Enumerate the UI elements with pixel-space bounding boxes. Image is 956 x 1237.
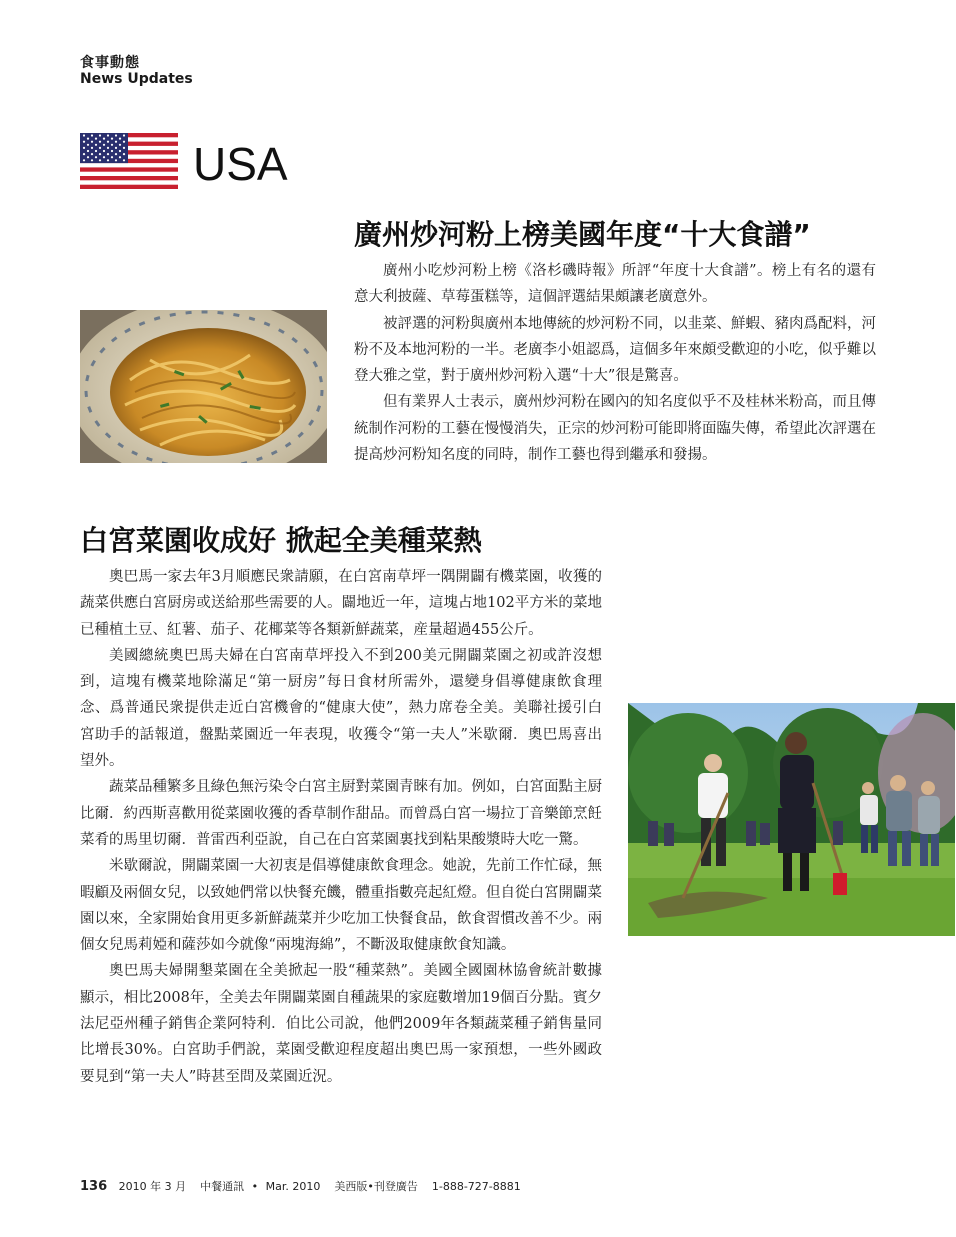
- flag-star: [99, 159, 101, 161]
- flag-star: [99, 153, 101, 155]
- us-flag-icon: [80, 133, 178, 189]
- flag-star: [103, 144, 105, 146]
- flag-star: [115, 159, 117, 161]
- flag-star: [115, 141, 117, 143]
- flag-star: [91, 134, 93, 136]
- flag-star: [119, 156, 121, 158]
- flag-star: [107, 159, 109, 161]
- footer-edition: 美西版: [334, 1180, 368, 1193]
- footer-ad: 刊登廣告: [373, 1180, 418, 1193]
- flag-star: [107, 134, 109, 136]
- flag-star: [119, 150, 121, 152]
- footer-phone: 1-888-727-8881: [431, 1180, 521, 1193]
- flag-star: [123, 147, 125, 149]
- flag-star: [123, 159, 125, 161]
- flag-star: [87, 156, 89, 158]
- article2-paragraph: 奧巴馬一家去年3月順應民衆請願，在白宮南草坪一隅開闢有機菜園，收獲的蔬菜供應白宮厨房或送給那些需要的人。闢地近一年，這塊占地102平方米的菜地已種植土豆、紅薯、茄子、花椰菜等各類新鮮蔬菜，産量超過455公斤。: [80, 569, 602, 638]
- flag-star: [119, 144, 121, 146]
- flag-star: [123, 153, 125, 155]
- flag-star: [107, 141, 109, 143]
- article2-paragraph: 美國總統奧巴馬夫婦在白宮南草坪投入不到200美元開闢菜園之初或許沒想到，這塊有機菜地除滿足“第一厨房”每日食材所需外，還變身倡導健康飲食理念、爲普通民衆提供走近白宮機會的“健康大使”，熱力席卷全美。美聯社援引白宮助手的話報道，盤點菜園近一年表現，收獲令“第一夫人”米歇爾．奧巴馬喜出望外。: [80, 647, 602, 770]
- flag-star: [95, 156, 97, 158]
- article1-paragraph: 廣州小吃炒河粉上榜《洛杉磯時報》所評“年度十大食譜”。榜上有名的還有意大利披薩、草莓蛋糕等，這個評選結果頗讓老廣意外。: [354, 263, 876, 306]
- flag-star: [83, 153, 85, 155]
- flag-star: [123, 134, 125, 136]
- flag-star: [111, 144, 113, 146]
- flag-star: [87, 150, 89, 152]
- article1-title: 廣州炒河粉上榜美國年度“十大食譜”: [354, 218, 811, 251]
- white-house-garden-photo: [628, 703, 955, 936]
- article2-body: [80, 564, 602, 1090]
- flag-star: [83, 159, 85, 161]
- flag-star: [87, 144, 89, 146]
- flag-star: [87, 138, 89, 140]
- article2-paragraph: 蔬菜品種繁多且綠色無污染令白宮主厨對菜園青睞有加。例如，白宮面點主厨比爾．約西斯喜歡用從菜園收獲的香草制作甜品。而曾爲白宮一場拉丁音樂節烹飪菜肴的馬里切爾．普雷西利亞說，自己在白宮菜園裏找到粘果酸漿時大吃一驚。: [80, 779, 602, 848]
- article1-body: [354, 258, 876, 468]
- section-title-cn: 食事動態: [80, 55, 140, 71]
- flag-star: [103, 156, 105, 158]
- flag-star: [123, 141, 125, 143]
- flag-star: [95, 138, 97, 140]
- flag-star: [107, 147, 109, 149]
- flag-star: [83, 134, 85, 136]
- article2-title: 白宮菜園收成好 掀起全美種菜熱: [80, 524, 482, 557]
- flag-star: [83, 141, 85, 143]
- flag-star: [99, 147, 101, 149]
- page-number: 136: [80, 1179, 108, 1194]
- article2-paragraph: 奧巴馬夫婦開墾菜園在全美掀起一股“種菜熱”。美國全國園林協會統計數據顯示，相比2008年，全美去年開闢菜園自種蔬果的家庭數增加19個百分點。賓夕法尼亞州種子銷售企業阿特利．伯比公司說，他們2009年各類蔬菜種子銷售量同比增長30%。白宮助手們說，菜園受歡迎程度超出奧巴馬一家預想，一些外國政要見到“第一夫人”時甚至問及菜園近況。: [80, 963, 602, 1085]
- fried-noodles-photo: [80, 310, 327, 463]
- flag-star: [111, 138, 113, 140]
- flag-star: [95, 150, 97, 152]
- flag-star: [119, 138, 121, 140]
- flag-star: [91, 147, 93, 149]
- article1-paragraph: 但有業界人士表示，廣州炒河粉在國內的知名度似乎不及桂林米粉高，而且傳統制作河粉的工藝在慢慢消失，正宗的炒河粉可能即將面臨失傳，希望此次評選在提高炒河粉知名度的同時，制作工藝也得到繼承和發揚。: [354, 394, 876, 464]
- footer-date-cn: 2010 年 3 月: [118, 1180, 187, 1193]
- page-footer: 136 2010 年 3 月 中餐通訊 • Mar. 2010 美西版•刊登廣告 1-888-727-8881: [80, 1179, 521, 1194]
- flag-star: [103, 138, 105, 140]
- flag-star: [91, 159, 93, 161]
- flag-star: [103, 150, 105, 152]
- flag-star: [115, 147, 117, 149]
- flag-star: [95, 144, 97, 146]
- flag-star: [83, 147, 85, 149]
- flag-star: [115, 134, 117, 136]
- country-name: USA: [193, 138, 288, 190]
- footer-publication: 中餐通訊: [200, 1180, 245, 1193]
- article1-paragraph: 被評選的河粉與廣州本地傳統的炒河粉不同，以韭菜、鮮蝦、豬肉爲配料，河粉不及本地河粉的一半。老廣李小姐認爲，這個多年來頗受歡迎的小吃，似乎難以登大雅之堂，對于廣州炒河粉入選“十大”很是驚喜。: [354, 315, 876, 385]
- section-title-en: News Updates: [80, 71, 193, 87]
- flag-star: [107, 153, 109, 155]
- flag-star: [99, 141, 101, 143]
- flag-star: [91, 153, 93, 155]
- article2-paragraph: 米歇爾說，開闢菜園一大初衷是倡導健康飲食理念。她說，先前工作忙碌，無暇顧及兩個女兒，以致她們常以快餐充饑，體重指數亮起紅燈。但自從白宮開闢菜園以來，全家開始食用更多新鮮蔬菜并少吃加工快餐食品，飲食習慣改善不少。兩個女兒馬莉婭和薩莎如今就像“兩塊海綿”，不斷汲取健康飲食知識。: [80, 858, 602, 954]
- flag-star: [111, 156, 113, 158]
- footer-date-en: Mar. 2010: [265, 1180, 321, 1193]
- flag-star: [99, 134, 101, 136]
- flag-star: [91, 141, 93, 143]
- flag-star: [115, 153, 117, 155]
- flag-star: [111, 150, 113, 152]
